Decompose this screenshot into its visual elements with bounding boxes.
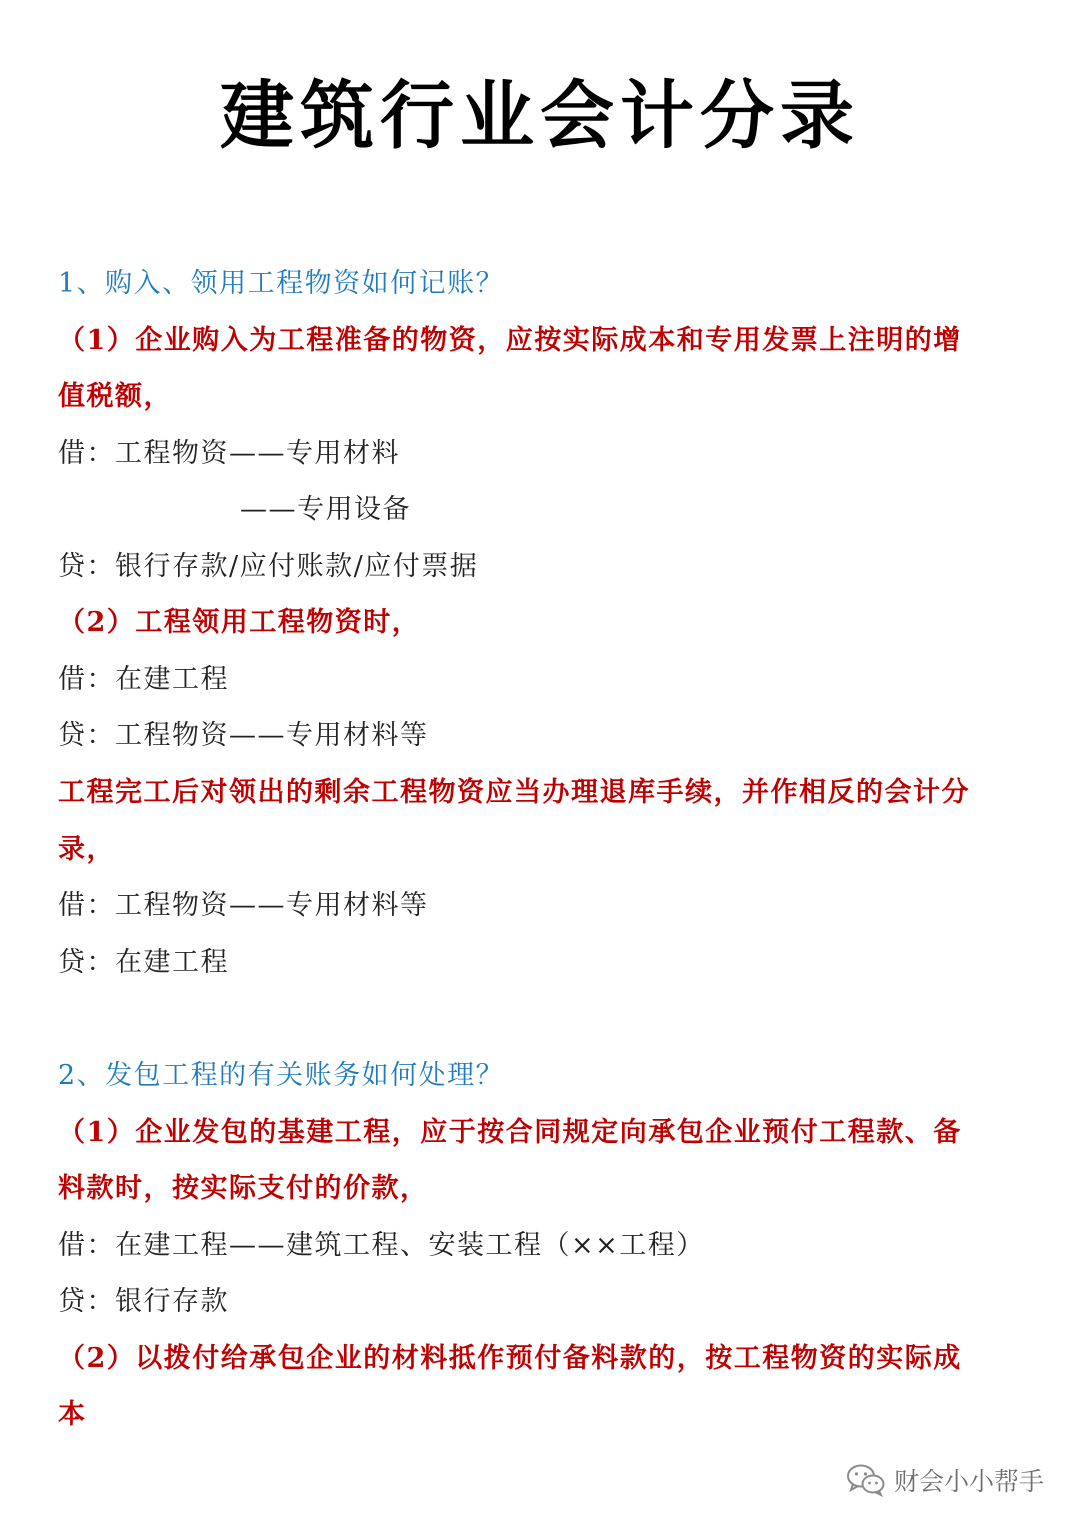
page-title: 建筑行业会计分录 — [220, 73, 860, 159]
section-2-line-5: （2）以拨付给承包企业的材料抵作预付备料款的，按工程物资的实际成 — [58, 1343, 962, 1374]
section-1-line-12: 贷：在建工程 — [58, 947, 229, 978]
section-1-line-8: 贷：工程物资——专用材料等 — [58, 720, 429, 751]
section-1-line-1: （1）企业购入为工程准备的物资，应按实际成本和专用发票上注明的增 — [58, 325, 962, 356]
section-1-line-5: 贷：银行存款/应付账款/应付票据 — [58, 551, 479, 582]
section-2-heading: 2、发包工程的有关账务如何处理？ — [58, 1060, 505, 1091]
section-1-line-9: 工程完工后对领出的剩余工程物资应当办理退库手续，并作相反的会计分 — [58, 777, 970, 808]
section-1-heading: 1、购入、领用工程物资如何记账？ — [58, 268, 505, 299]
section-2-line-3: 借：在建工程——建筑工程、安装工程（××工程） — [58, 1230, 705, 1261]
section-1-line-11: 借：工程物资——专用材料等 — [58, 890, 429, 921]
wechat-icon — [846, 1463, 886, 1497]
section-2-line-2: 料款时，按实际支付的价款， — [58, 1173, 429, 1204]
section-1-line-2: 值税额， — [58, 381, 172, 412]
section-2-line-4: 贷：银行存款 — [58, 1286, 229, 1317]
section-2-line-6: 本 — [58, 1399, 87, 1430]
section-1-line-3: 借：工程物资——专用材料 — [58, 438, 400, 469]
section-1-line-7: 借：在建工程 — [58, 664, 229, 695]
section-2-line-1: （1）企业发包的基建工程，应于按合同规定向承包企业预付工程款、备 — [58, 1117, 962, 1148]
section-1-line-4: ——专用设备 — [240, 494, 411, 525]
watermark-text: 财会小小帮手 — [893, 1467, 1044, 1496]
section-1-line-6: （2）工程领用工程物资时， — [58, 607, 421, 638]
section-1-line-10: 录， — [58, 834, 115, 865]
watermark — [846, 1458, 1044, 1502]
